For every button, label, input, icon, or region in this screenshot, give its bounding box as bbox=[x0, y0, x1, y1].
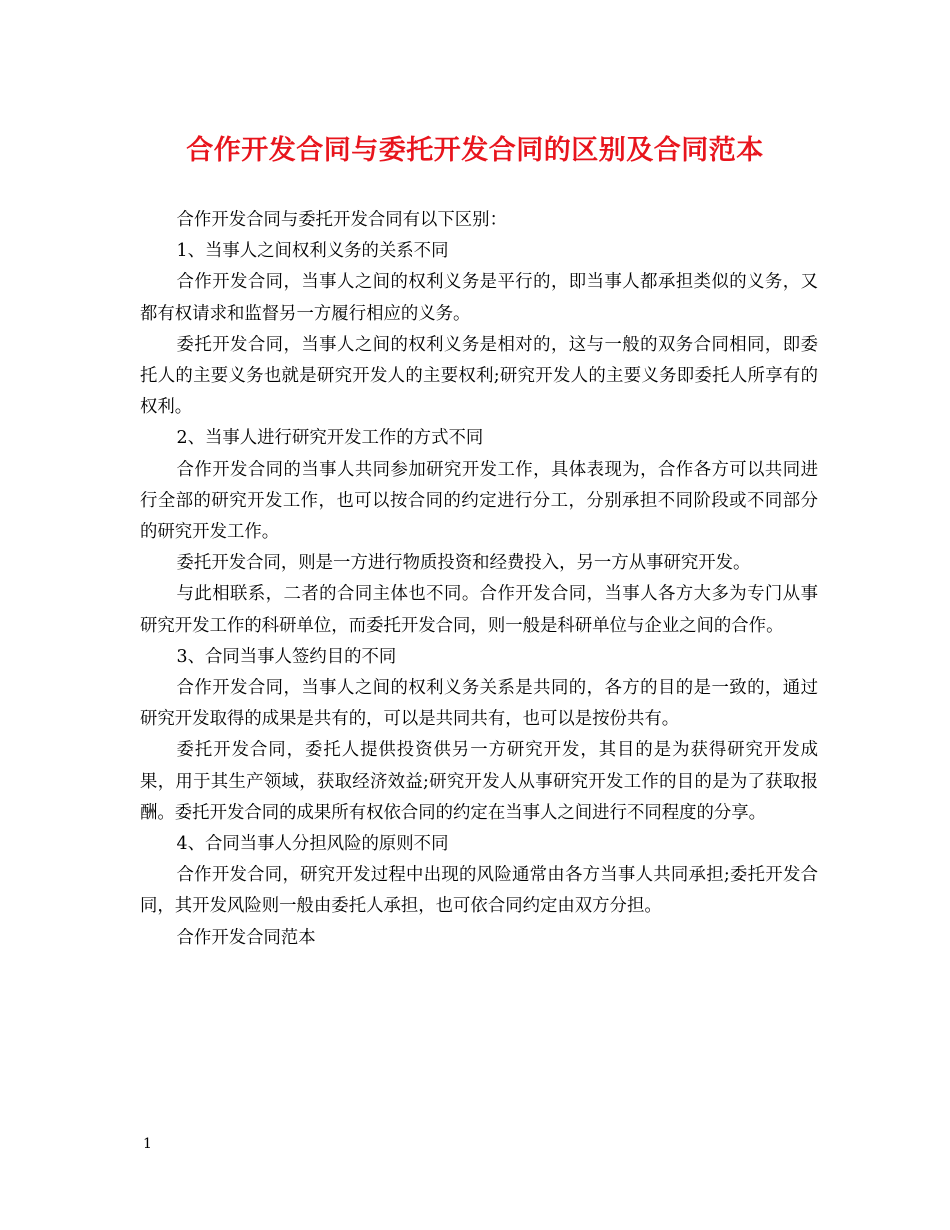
paragraph: 合作开发合同，当事人之间的权利义务是平行的，即当事人都承担类似的义务，又都有权请求和监督另一方履行相应的义务。 bbox=[140, 272, 818, 324]
section-heading-1: 1、当事人之间权利义务的关系不同 bbox=[176, 241, 449, 262]
paragraph: 合作开发合同，研究开发过程中出现的风险通常由各方当事人共同承担;委托开发合同，其开发风险则一般由委托人承担，也可依合同约定由双方分担。 bbox=[140, 865, 818, 917]
page-number: 1 bbox=[143, 1136, 152, 1152]
paragraph-template-heading: 合作开发合同范本 bbox=[176, 927, 316, 948]
document-body bbox=[140, 205, 818, 954]
document-title: 合作开发合同与委托开发合同的区别及合同范本 bbox=[186, 135, 764, 166]
paragraph: 合作开发合同，当事人之间的权利义务关系是共同的，各方的目的是一致的，通过研究开发取得的成果是共有的，可以是共同共有，也可以是按份共有。 bbox=[140, 678, 818, 730]
paragraph: 委托开发合同，则是一方进行物质投资和经费投入，另一方从事研究开发。 bbox=[176, 553, 751, 574]
paragraph: 委托开发合同，当事人之间的权利义务是相对的，这与一般的双务合同相同，即委托人的主要义务也就是研究开发人的主要权利;研究开发人的主要义务即委托人所享有的权利。 bbox=[140, 334, 818, 418]
paragraph: 与此相联系，二者的合同主体也不同。合作开发合同，当事人各方大多为专门从事研究开发工作的科研单位，而委托开发合同，则一般是科研单位与企业之间的合作。 bbox=[140, 584, 818, 636]
section-heading-2: 2、当事人进行研究开发工作的方式不同 bbox=[176, 428, 484, 449]
section-heading-4: 4、合同当事人分担风险的原则不同 bbox=[176, 834, 449, 855]
paragraph: 委托开发合同，委托人提供投资供另一方研究开发，其目的是为获得研究开发成果，用于其生产领域，获取经济效益;研究开发人从事研究开发工作的目的是为了获取报酬。委托开发合同的成果所有权依合同的约定在当事人之间进行不同程度的分享。 bbox=[140, 740, 818, 823]
paragraph: 合作开发合同的当事人共同参加研究开发工作，具体表现为，合作各方可以共同进行全部的研究开发工作，也可以按合同的约定进行分工，分别承担不同阶段或不同部分的研究开发工作。 bbox=[140, 459, 818, 543]
paragraph-intro: 合作开发合同与委托开发合同有以下区别： bbox=[176, 210, 507, 230]
section-heading-3: 3、合同当事人签约目的不同 bbox=[176, 646, 397, 667]
